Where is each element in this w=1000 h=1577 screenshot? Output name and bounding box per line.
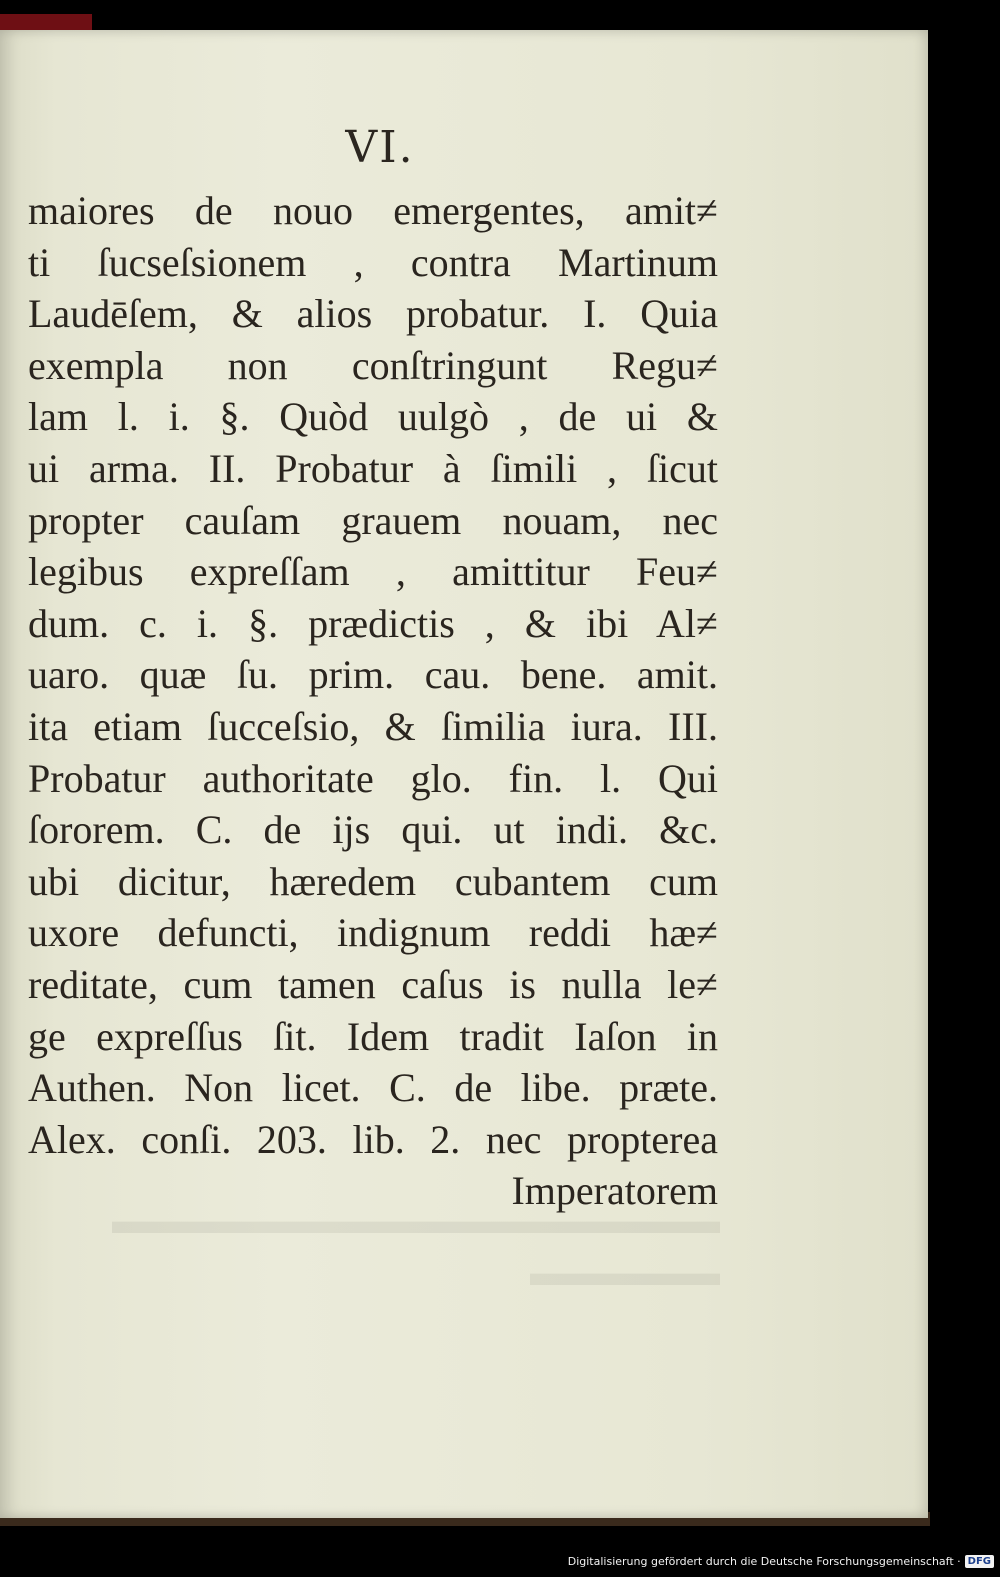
dfg-logo: DFG xyxy=(965,1555,994,1568)
text-line: Alex. conſi. 203. lib. 2. nec propterea xyxy=(28,1116,718,1162)
credit-text: Digitalisierung gefördert durch die Deutsche Forschungsgemeinschaft · xyxy=(567,1554,961,1568)
text-line: uaro. quæ ſu. prim. cau. bene. amit. xyxy=(28,652,718,698)
digitization-credit xyxy=(568,1551,994,1571)
text-line: reditate, cum tamen caſus is nulla le≠ xyxy=(28,961,718,1007)
text-line: legibus expreſſam , amittitur Feu≠ xyxy=(28,549,718,595)
text-line: ge expreſſus ſit. Idem tradit Iaſon in xyxy=(28,1013,718,1059)
page-number: VI. xyxy=(345,122,415,173)
text-line: lam l. i. §. Quòd uulgò , de ui & xyxy=(28,394,718,440)
text-line: dum. c. i. §. prædictis , & ibi Al≠ xyxy=(28,600,718,646)
text-line: ubi dicitur, hæredem cubantem cum xyxy=(28,858,718,904)
text-line: ſororem. C. de ijs qui. ut indi. &c. xyxy=(28,807,718,853)
body-text xyxy=(28,185,718,1217)
show-through-bleed: ▬▬▬▬▬▬▬▬▬▬▬▬▬▬▬▬ ▬▬▬▬▬ xyxy=(112,1200,720,1294)
text-line: uxore defuncti, indignum reddi hæ≠ xyxy=(28,910,718,956)
text-line: ita etiam ſucceſsio, & ſimilia iura. III. xyxy=(28,703,718,749)
book-page xyxy=(0,30,928,1518)
text-line: Probatur authoritate glo. fin. l. Qui xyxy=(28,755,718,801)
text-line: Laudēſem, & alios probatur. I. Quia xyxy=(28,291,718,337)
text-line: propter cauſam grauem nouam, nec xyxy=(28,497,718,543)
text-line: maiores de nouo emergentes, amit≠ xyxy=(28,188,718,233)
text-line: exempla non conſtringunt Regu≠ xyxy=(28,342,718,388)
text-line: ui arma. II. Probatur à ſimili , ſicut xyxy=(28,445,718,491)
text-line: ti ſucseſsionem , contra Martinum xyxy=(28,239,718,285)
text-line: Authen. Non licet. C. de libe. præte. xyxy=(28,1065,718,1111)
catchword: Imperatorem xyxy=(511,1168,718,1214)
